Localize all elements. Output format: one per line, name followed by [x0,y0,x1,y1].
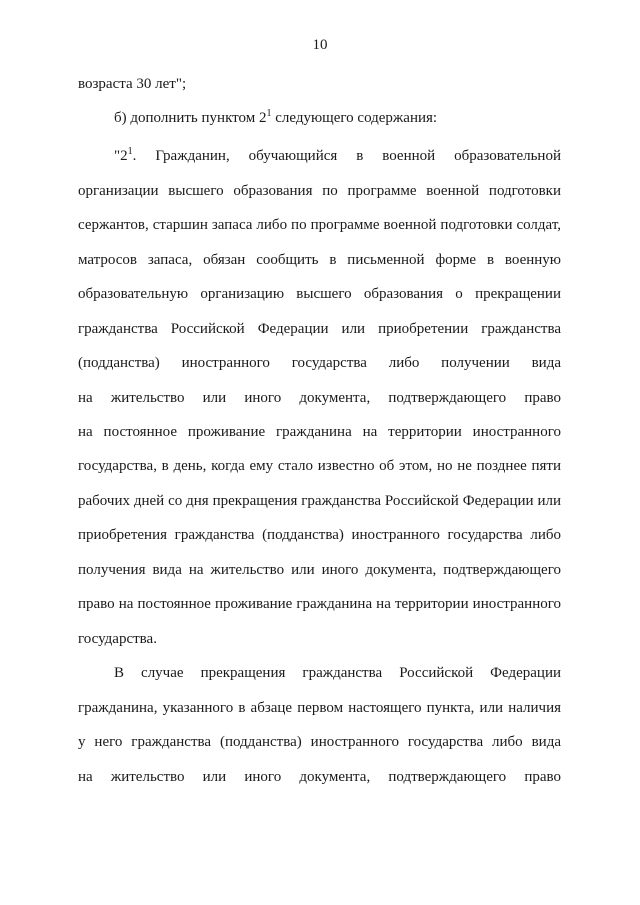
superscript-1: 1 [266,108,272,119]
text-line-15: получения вида на жительство или иного документа, подтверждающего [78,562,561,578]
text-line-3 [114,147,561,165]
text-line-11: на постоянное проживание гражданина на территории иностранного [78,424,561,440]
text-line-5: сержантов, старшин запаса либо по программе военной подготовки солдат, [78,217,561,233]
text-line-9: (подданства) иностранного государства либо получении вида [78,355,561,371]
text-line-19: гражданина, указанного в абзаце первом настоящего пункта, или наличия [78,700,561,716]
text-line-2-pre: б) дополнить пунктом 2 [114,110,267,126]
text-line-7: образовательную организацию высшего образования о прекращении [78,286,561,302]
text-line-16: право на постоянное проживание гражданина на территории иностранного [78,596,561,612]
text-line-21: на жительство или иного документа, подтверждающего право [78,769,561,785]
text-line-18: В случае прекращения гражданства Российской Федерации [114,665,561,681]
text-line-20: у него гражданства (подданства) иностранного государства либо вида [78,734,561,750]
text-line-3-post: . Гражданин, обучающийся в военной образовательной [132,148,561,164]
text-line-2 [114,109,561,127]
text-line-10: на жительство или иного документа, подтверждающего право [78,390,561,406]
text-line-13: рабочих дней со дня прекращения гражданства Российской Федерации или [78,493,561,509]
text-line-4: организации высшего образования по программе военной подготовки [78,183,561,199]
text-line-8: гражданства Российской Федерации или приобретении гражданства [78,321,561,337]
text-line-2-post: следующего содержания: [271,110,438,126]
text-line-3-pre: "2 [114,148,128,164]
text-line-12: государства, в день, когда ему стало известно об этом, но не позднее пяти [78,458,561,474]
text-line-14: приобретения гражданства (подданства) иностранного государства либо [78,527,561,543]
page-number: 10 [312,37,328,53]
text-line-1: возраста 30 лет"; [78,76,187,92]
text-line-6: матросов запаса, обязан сообщить в письменной форме в военную [78,252,561,268]
text-line-17: государства. [78,631,157,647]
superscript-2: 1 [127,146,133,157]
